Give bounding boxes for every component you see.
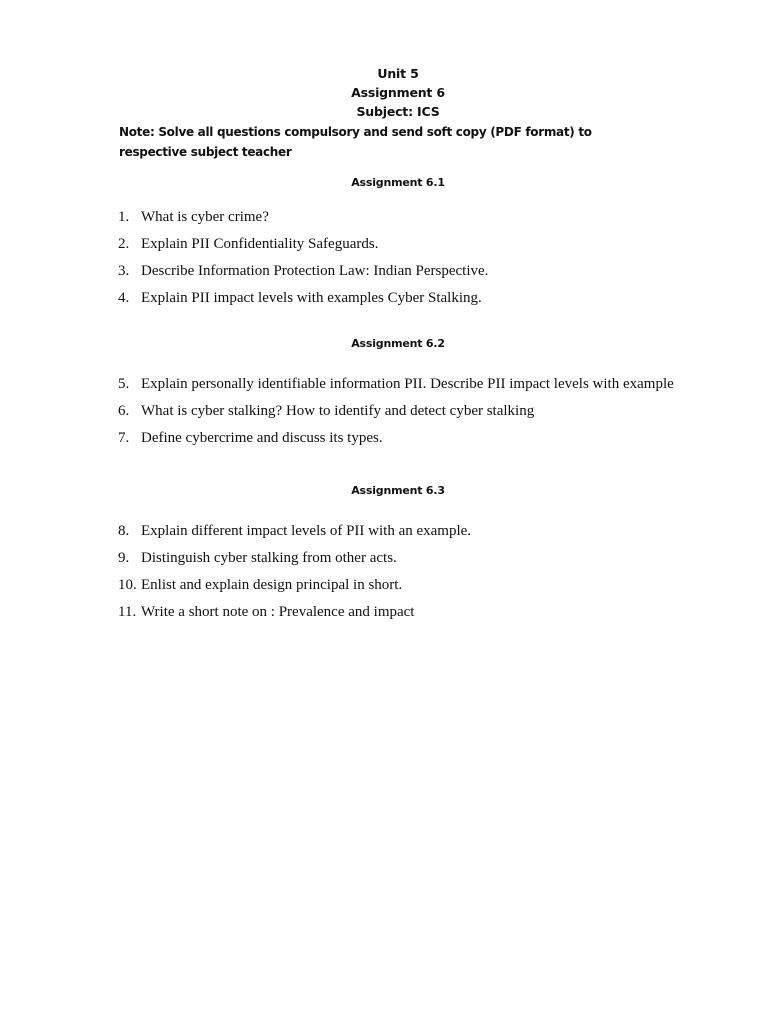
question-text: What is cyber crime? [141, 209, 269, 225]
question-item [118, 375, 674, 393]
section-title-6-2: Assignment 6.2 [351, 337, 445, 350]
section-title-6-1: Assignment 6.1 [351, 176, 445, 189]
section-title-6-3: Assignment 6.3 [351, 484, 445, 497]
subject-heading: Subject: ICS [356, 104, 440, 119]
question-text: Explain personally identifiable information PII. Describe PII impact levels with example [141, 376, 674, 392]
question-number: 10. [118, 577, 137, 593]
question-text: Explain PII impact levels with examples Cyber Stalking. [141, 290, 482, 306]
question-item [118, 402, 534, 420]
question-text: Describe Information Protection Law: Indian Perspective. [141, 263, 489, 279]
question-number: 9. [118, 550, 130, 566]
question-text: Explain different impact levels of PII with an example. [141, 523, 472, 539]
question-number: 5. [118, 376, 130, 392]
question-text: Enlist and explain design principal in short. [141, 577, 403, 593]
question-number: 11. [118, 604, 137, 620]
question-item [118, 522, 471, 540]
question-text: Define cybercrime and discuss its types. [141, 430, 383, 446]
assignment-heading: Assignment 6 [351, 85, 445, 100]
question-text: Explain PII Confidentiality Safeguards. [141, 236, 379, 252]
question-number: 7. [118, 430, 130, 446]
question-item [118, 208, 269, 226]
question-item [118, 289, 482, 307]
question-text: Write a short note on : Prevalence and impact [141, 604, 415, 620]
question-number: 2. [118, 236, 130, 252]
instructions-note: Note: Solve all questions compulsory and send soft copy (PDF format) to respective subject teacher [119, 125, 592, 159]
question-item [118, 576, 402, 594]
question-item [118, 235, 378, 253]
question-number: 1. [118, 209, 130, 225]
unit-heading: Unit 5 [377, 66, 419, 81]
question-number: 6. [118, 403, 130, 419]
question-item [118, 603, 414, 621]
question-text: What is cyber stalking? How to identify and detect cyber stalking [141, 403, 535, 419]
question-text: Distinguish cyber stalking from other acts. [141, 550, 397, 566]
question-item [118, 262, 488, 280]
question-number: 3. [118, 263, 130, 279]
question-item [118, 549, 397, 567]
question-item [118, 429, 383, 447]
question-number: 8. [118, 523, 130, 539]
question-number: 4. [118, 290, 130, 306]
